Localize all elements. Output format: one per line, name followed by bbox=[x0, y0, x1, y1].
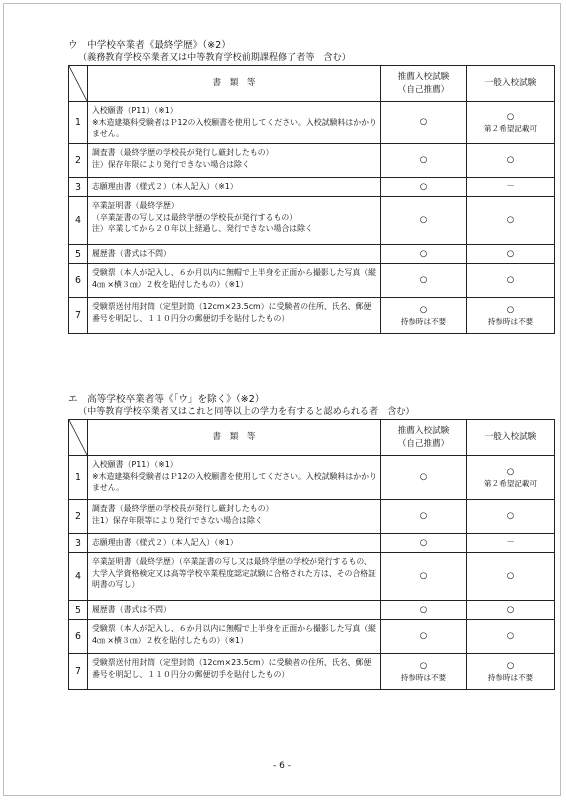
requirement-symbol: ○ bbox=[419, 511, 428, 521]
description-line: 入校願書（P11）（※1） bbox=[92, 106, 178, 115]
general-mark bbox=[467, 197, 555, 245]
description-line: 志願理由書（様式２）（本人記入）（※1） bbox=[92, 182, 238, 191]
document-description bbox=[88, 456, 381, 500]
general-mark bbox=[467, 553, 555, 601]
description-line: 受験票送付用封筒（定型封筒（12cm×23.5cm）に受験者の住所、氏名、郵便番号を明記し、１１０円分の郵便切手を貼付したもの） bbox=[92, 658, 372, 679]
documents-table bbox=[68, 419, 555, 690]
recommendation-mark bbox=[381, 197, 467, 245]
document-description bbox=[88, 601, 381, 620]
general-mark bbox=[467, 500, 555, 534]
recommendation-mark bbox=[381, 456, 467, 500]
header-recommendation: 推薦入校試験 （自己推薦） bbox=[381, 66, 467, 102]
requirement-symbol: ○ bbox=[506, 604, 515, 615]
requirement-symbol: ○ bbox=[506, 215, 515, 225]
header-documents: 書 類 等 bbox=[88, 66, 381, 102]
description-line: ※木造建築科受験者はＰ12の入校願書を使用してください。入校試験料はかかりません。 bbox=[92, 471, 377, 492]
description-line: 注）保存年限により発行できない場合は除く bbox=[92, 159, 250, 169]
table-header-row bbox=[69, 420, 555, 456]
description-line: 履歴書（書式は不問） bbox=[92, 249, 171, 258]
document-description bbox=[88, 144, 381, 178]
diagonal-header-cell bbox=[69, 420, 88, 456]
document-page bbox=[3, 3, 561, 796]
document-description bbox=[88, 654, 381, 690]
table-row bbox=[69, 144, 555, 178]
header-general: 一般入校試験 bbox=[467, 66, 555, 102]
description-line: 履歴書（書式は不問） bbox=[92, 605, 171, 614]
recommendation-mark bbox=[381, 264, 467, 298]
description-line: 卒業証明書（最終学歴）（卒業証書の写し又は最終学歴の学校が発行するもの、大学入学資格検定又は高等学校卒業程度認定試験に合格された方は、その合格証明書の写し） bbox=[92, 557, 377, 589]
general-mark bbox=[467, 298, 555, 334]
document-description bbox=[88, 620, 381, 654]
requirement-symbol: ○ bbox=[506, 631, 515, 641]
description-line: 注1）保存年限等により発行できない場合は除く bbox=[92, 515, 263, 525]
row-number: 1 bbox=[69, 102, 88, 144]
requirement-symbol: ○ bbox=[506, 111, 515, 122]
requirement-symbol: ○ bbox=[419, 304, 428, 315]
requirement-symbol: ○ bbox=[506, 660, 515, 671]
recommendation-mark bbox=[381, 500, 467, 534]
table-row bbox=[69, 264, 555, 298]
table-row bbox=[69, 654, 555, 690]
description-line: （卒業証書の写し又は最終学歴の学校長が発行するもの） bbox=[92, 212, 298, 222]
requirement-symbol: ○ bbox=[419, 248, 428, 259]
document-description bbox=[88, 245, 381, 264]
document-description bbox=[88, 178, 381, 197]
description-line: 卒業証明書（最終学歴） bbox=[92, 201, 179, 210]
general-mark bbox=[467, 264, 555, 298]
description-line: 調査書（最終学歴の学校長が発行し厳封したもの） bbox=[92, 504, 274, 513]
document-description bbox=[88, 197, 381, 245]
row-number: 1 bbox=[69, 456, 88, 500]
description-line: 受験票（本人が記入し、６か月以内に無帽で上半身を正面から撮影した写真（縦4㎝ ×横３㎝）２枚を貼付したもの）（※1） bbox=[92, 268, 377, 289]
table-row bbox=[69, 178, 555, 197]
section-subheading: （義務教育学校卒業者又は中等教育学校前期課程修了者等 含む） bbox=[78, 53, 351, 63]
row-number: 3 bbox=[69, 178, 88, 197]
requirement-symbol: ○ bbox=[419, 155, 428, 165]
table-row bbox=[69, 456, 555, 500]
description-line: 注）卒業してから２０年以上経過し、発行できない場合は除く bbox=[92, 224, 313, 233]
requirement-note: 第２希望記載可 bbox=[483, 123, 538, 133]
requirement-symbol: ○ bbox=[419, 631, 428, 641]
description-line: 調査書（最終学歴の学校長が発行し厳封したもの） bbox=[92, 148, 274, 157]
section-subheading: （中等教育学校卒業者又はこれと同等以上の学力を有すると認められる者 含む） bbox=[78, 407, 415, 417]
header-recommendation: 推薦入校試験 （自己推薦） bbox=[381, 420, 467, 456]
recommendation-mark bbox=[381, 144, 467, 178]
table-row bbox=[69, 620, 555, 654]
general-mark bbox=[467, 654, 555, 690]
diagonal-header-cell bbox=[69, 66, 88, 102]
row-number: 7 bbox=[69, 654, 88, 690]
requirement-note: 持参時は不要 bbox=[487, 672, 534, 682]
description-line: 志願理由書（様式２）（本人記入）（※1） bbox=[92, 538, 238, 547]
row-number: 5 bbox=[69, 245, 88, 264]
table-row bbox=[69, 245, 555, 264]
requirement-note: 持参時は不要 bbox=[400, 672, 447, 682]
page-number: - 6 - bbox=[273, 761, 291, 771]
row-number: 3 bbox=[69, 534, 88, 553]
document-description bbox=[88, 102, 381, 144]
table-header-row bbox=[69, 66, 555, 102]
requirement-symbol: ○ bbox=[506, 511, 515, 521]
requirement-symbol: ○ bbox=[506, 466, 515, 477]
row-number: 6 bbox=[69, 264, 88, 298]
requirement-note: 第２希望記載可 bbox=[483, 478, 538, 488]
section-heading: エ 高等学校卒業者等《「ウ」を除く》（※2） bbox=[68, 394, 265, 405]
document-description bbox=[88, 534, 381, 553]
document-description bbox=[88, 500, 381, 534]
section-heading: ウ 中学校卒業者《最終学歴》（※2） bbox=[68, 40, 231, 51]
requirement-symbol: ○ bbox=[506, 571, 515, 581]
table-row bbox=[69, 298, 555, 334]
table-row bbox=[69, 601, 555, 620]
row-number: 6 bbox=[69, 620, 88, 654]
row-number: 7 bbox=[69, 298, 88, 334]
documents-table bbox=[68, 65, 555, 334]
row-number: 4 bbox=[69, 553, 88, 601]
general-mark bbox=[467, 620, 555, 654]
recommendation-mark bbox=[381, 553, 467, 601]
requirement-note: 持参時は不要 bbox=[487, 316, 534, 326]
table-row bbox=[69, 197, 555, 245]
general-mark bbox=[467, 456, 555, 500]
requirement-symbol: ○ bbox=[419, 117, 428, 127]
header-documents: 書 類 等 bbox=[88, 420, 381, 456]
table-row bbox=[69, 553, 555, 601]
row-number: 5 bbox=[69, 601, 88, 620]
table-row bbox=[69, 500, 555, 534]
requirement-symbol: － bbox=[506, 537, 515, 548]
header-general: 一般入校試験 bbox=[467, 420, 555, 456]
section-junior-high-graduates bbox=[68, 40, 554, 334]
description-line: 受験票送付用封筒（定型封筒（12cm×23.5cm）に受験者の住所、氏名、郵便番号を明記し、１１０円分の郵便切手を貼付したもの） bbox=[92, 302, 372, 323]
recommendation-mark bbox=[381, 102, 467, 144]
recommendation-mark bbox=[381, 534, 467, 553]
document-description bbox=[88, 264, 381, 298]
document-description bbox=[88, 553, 381, 601]
requirement-symbol: ○ bbox=[419, 660, 428, 671]
recommendation-mark bbox=[381, 245, 467, 264]
recommendation-mark bbox=[381, 178, 467, 197]
description-line: ※木造建築科受験者はＰ12の入校願書を使用してください。入校試験料はかかりません。 bbox=[92, 117, 377, 138]
general-mark bbox=[467, 144, 555, 178]
row-number: 2 bbox=[69, 500, 88, 534]
general-mark bbox=[467, 245, 555, 264]
requirement-symbol: ○ bbox=[419, 275, 428, 285]
requirement-symbol: ○ bbox=[506, 155, 515, 165]
general-mark bbox=[467, 102, 555, 144]
general-mark bbox=[467, 178, 555, 197]
table-row bbox=[69, 102, 555, 144]
description-line: 受験票（本人が記入し、６か月以内に無帽で上半身を正面から撮影した写真（縦4㎝ ×横３㎝）２枚を貼付したもの）（※1） bbox=[92, 624, 377, 645]
recommendation-mark bbox=[381, 654, 467, 690]
recommendation-mark bbox=[381, 298, 467, 334]
requirement-symbol: ○ bbox=[506, 275, 515, 285]
requirement-symbol: ○ bbox=[419, 604, 428, 615]
requirement-symbol: ○ bbox=[419, 537, 428, 548]
requirement-symbol: ○ bbox=[506, 304, 515, 315]
row-number: 2 bbox=[69, 144, 88, 178]
requirement-symbol: ○ bbox=[419, 571, 428, 581]
requirement-symbol: ○ bbox=[506, 248, 515, 259]
requirement-note: 持参時は不要 bbox=[400, 316, 447, 326]
general-mark bbox=[467, 601, 555, 620]
requirement-symbol: － bbox=[506, 181, 515, 192]
requirement-symbol: ○ bbox=[419, 215, 428, 225]
recommendation-mark bbox=[381, 601, 467, 620]
section-high-school-graduates bbox=[68, 394, 554, 690]
document-description bbox=[88, 298, 381, 334]
table-row bbox=[69, 534, 555, 553]
requirement-symbol: ○ bbox=[419, 181, 428, 192]
general-mark bbox=[467, 534, 555, 553]
row-number: 4 bbox=[69, 197, 88, 245]
recommendation-mark bbox=[381, 620, 467, 654]
requirement-symbol: ○ bbox=[419, 472, 428, 482]
description-line: 入校願書（P11）（※1） bbox=[92, 460, 178, 469]
